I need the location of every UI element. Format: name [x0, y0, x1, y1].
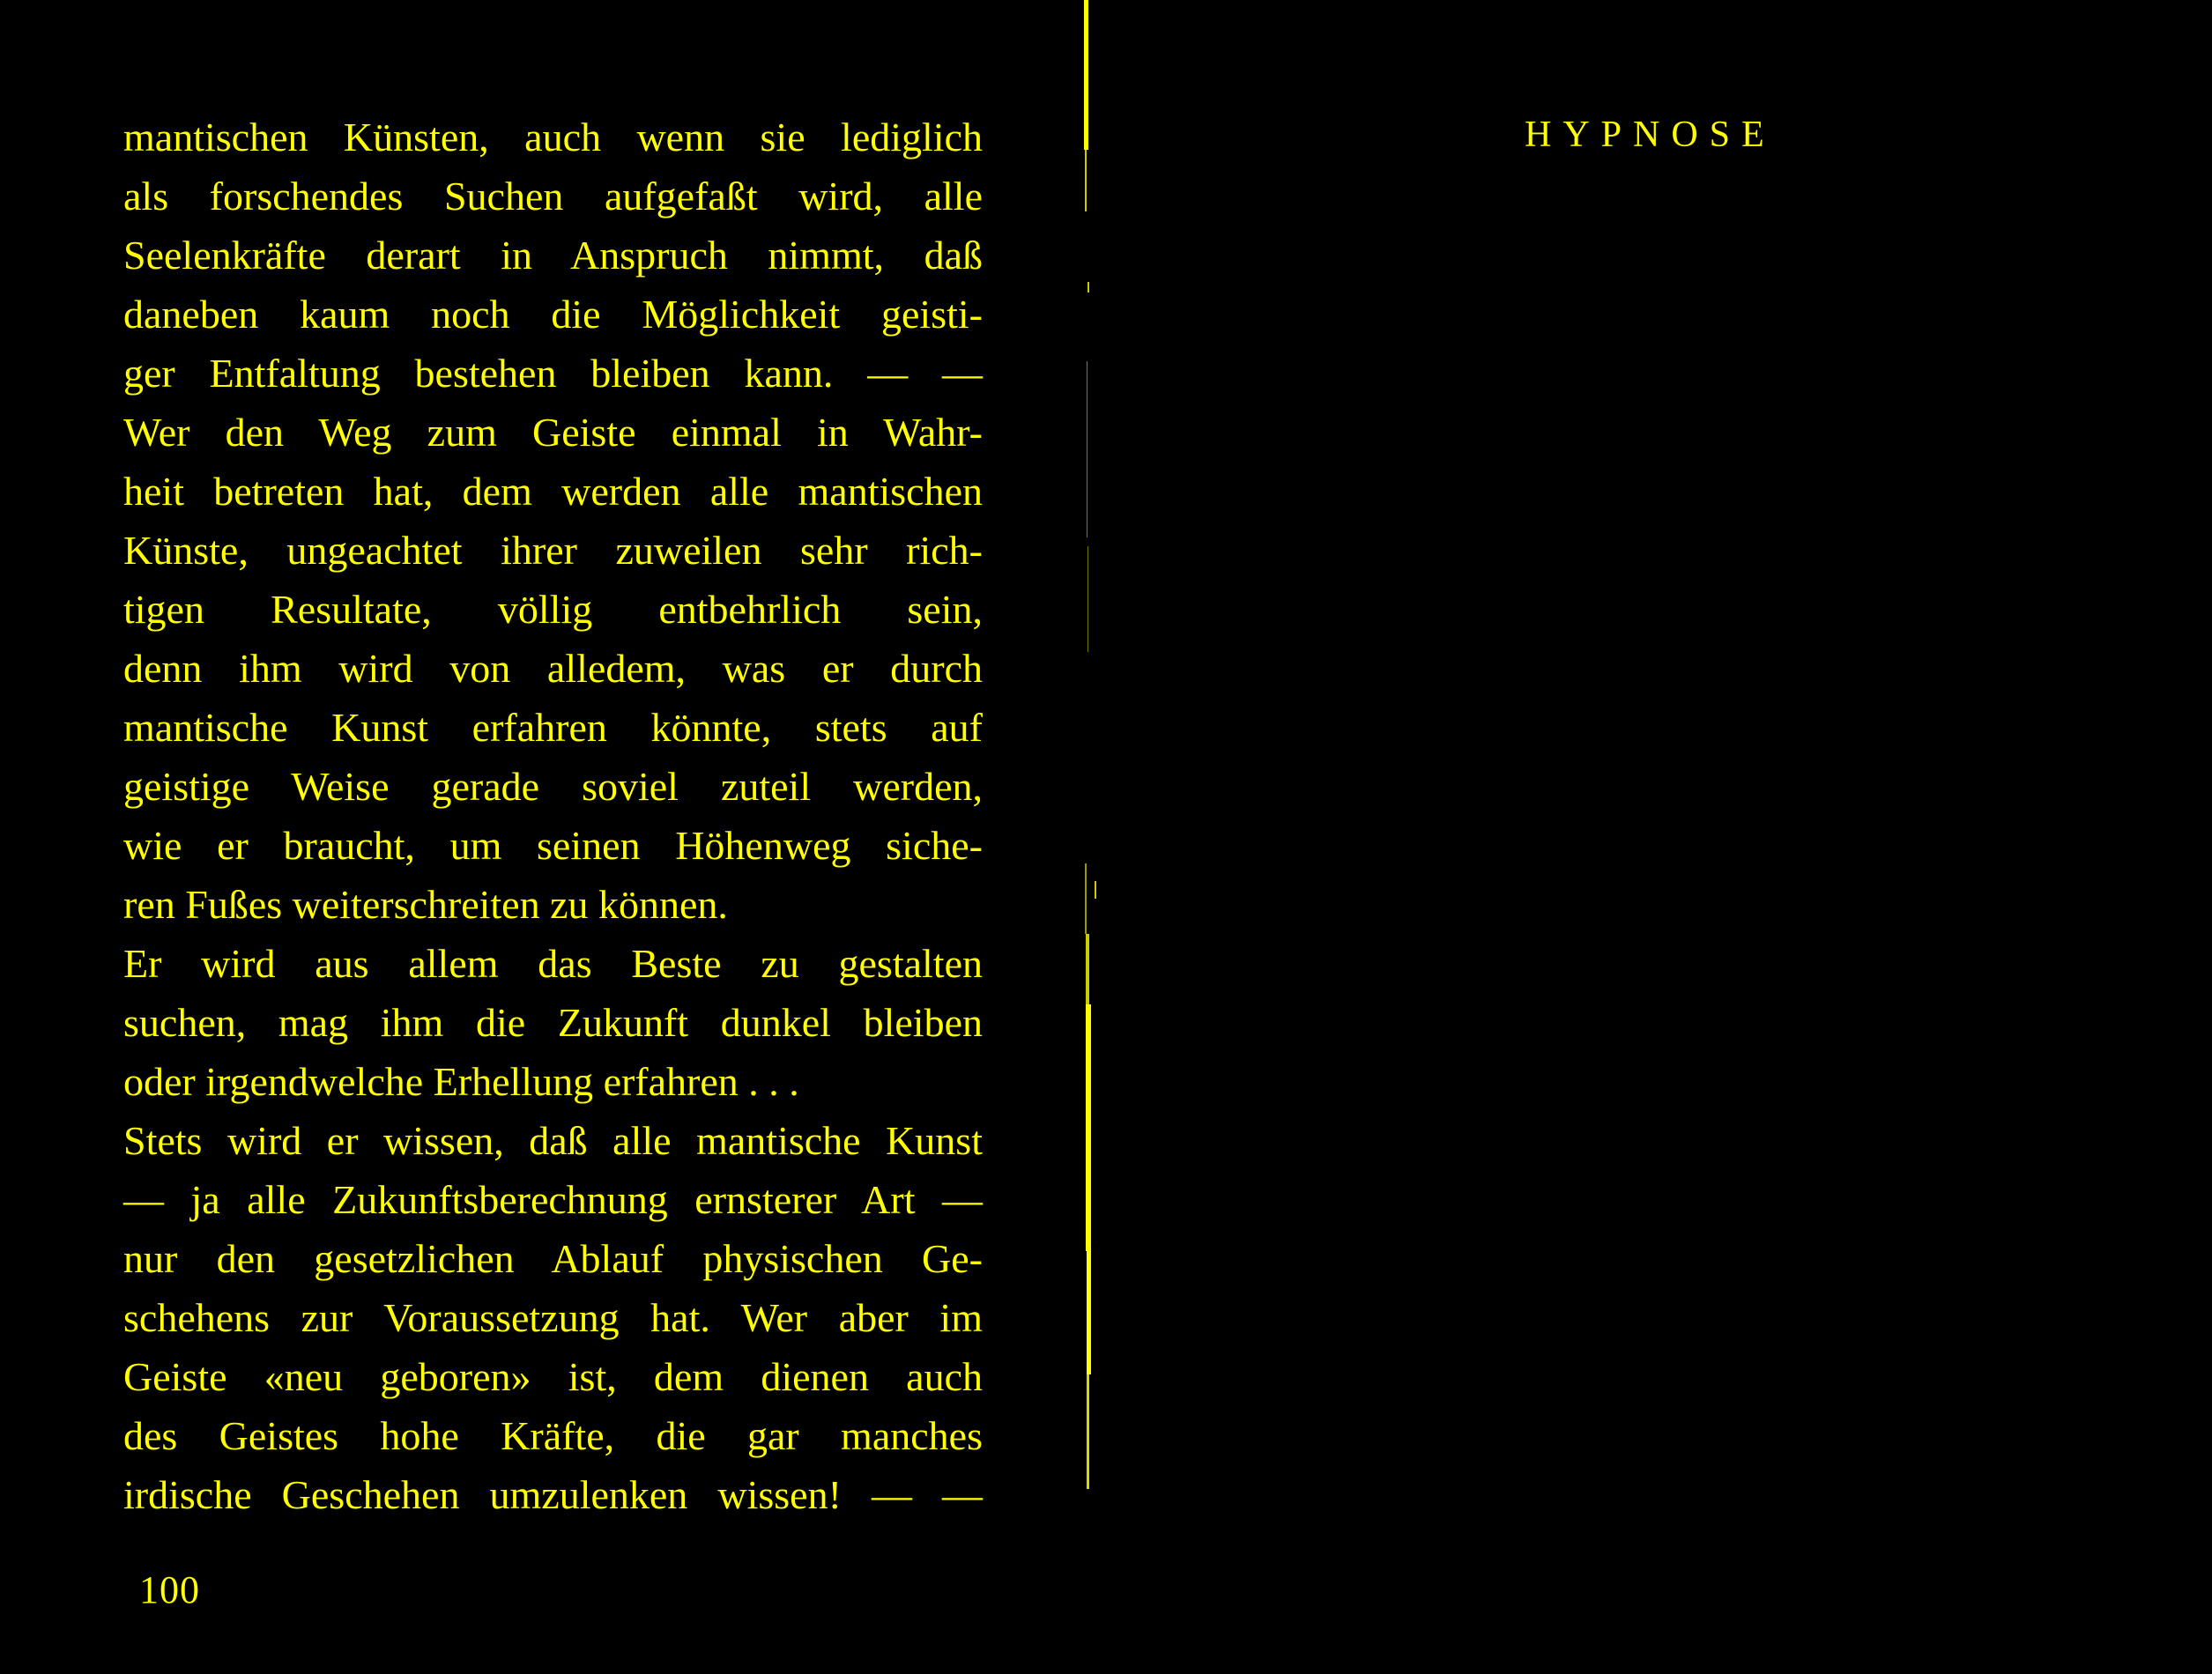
left-page: [0, 0, 1088, 1674]
text-line: mantische Kunst erfahren könnte, stets auf: [123, 705, 983, 750]
text-line: oder irgendwelche Erhellung erfahren . . .: [123, 1059, 799, 1104]
text-line: mantischen Künsten, auch wenn sie lediglich: [123, 115, 983, 159]
text-line: — ja alle Zukunftsberechnung ernsterer Art —: [123, 1177, 983, 1222]
text-line: Seelenkräfte derart in Anspruch nimmt, daß: [123, 233, 983, 278]
text-line: als forschendes Suchen aufgefaßt wird, alle: [123, 174, 983, 219]
text-line: heit betreten hat, dem werden alle mantischen: [123, 469, 983, 514]
text-line: Künste, ungeachtet ihrer zuweilen sehr rich-: [123, 528, 983, 573]
text-line: geistige Weise gerade soviel zuteil werden,: [123, 764, 983, 809]
page-number: 100: [139, 1568, 200, 1611]
text-line: suchen, mag ihm die Zukunft dunkel bleiben: [123, 1000, 983, 1045]
text-line: irdische Geschehen umzulenken wissen! — —: [123, 1472, 983, 1517]
text-line: Geiste «neu geboren» ist, dem dienen auch: [123, 1354, 983, 1399]
text-line: Er wird aus allem das Beste zu gestalten: [123, 941, 983, 986]
text-line: schehens zur Voraussetzung hat. Wer aber im: [123, 1295, 983, 1340]
text-line: des Geistes hohe Kräfte, die gar manches: [123, 1413, 983, 1458]
running-head: HYPNOSE: [1525, 115, 1776, 155]
text-line: ren Fußes weiterschreiten zu können.: [123, 882, 728, 927]
body-text: [123, 107, 983, 1524]
text-line: ger Entfaltung bestehen bleiben kann. — —: [123, 351, 983, 396]
text-line: wie er braucht, um seinen Höhenweg siche-: [123, 823, 983, 868]
right-page: [1097, 0, 2212, 1674]
text-line: daneben kaum noch die Möglichkeit geisti-: [123, 292, 983, 337]
text-line: Wer den Weg zum Geiste einmal in Wahr-: [123, 410, 983, 455]
text-line: nur den gesetzlichen Ablauf physischen Ge-: [123, 1236, 983, 1281]
text-line: tigen Resultate, völlig entbehrlich sein,: [123, 587, 983, 632]
text-line: denn ihm wird von alledem, was er durch: [123, 646, 983, 691]
text-line: Stets wird er wissen, daß alle mantische Kunst: [123, 1118, 983, 1163]
